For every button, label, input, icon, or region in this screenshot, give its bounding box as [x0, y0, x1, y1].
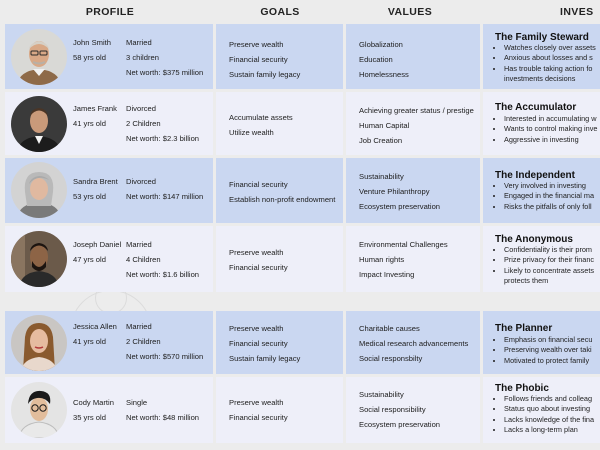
avatar: [11, 231, 67, 287]
profile-cell: [5, 311, 213, 374]
trait-item: • Risks the pitfalls of only foll: [504, 202, 594, 212]
persona-net-worth: Net worth: $147 million: [126, 192, 204, 201]
persona-children: 2 Children: [126, 337, 161, 346]
persona-children: 4 Children: [126, 255, 161, 264]
investor-type-cell: [483, 158, 600, 223]
value-item: Globalization: [359, 40, 403, 49]
trait-item: protects them: [504, 276, 549, 286]
trait-item: • Prize privacy for their financ: [504, 255, 594, 265]
goals-cell: [216, 158, 343, 223]
goal-item: Accumulate assets: [229, 113, 293, 122]
trait-item: • Has trouble taking action fo: [504, 64, 596, 74]
persona-row: [5, 311, 600, 374]
goal-item: Preserve wealth: [229, 248, 284, 257]
goal-item: Utilize wealth: [229, 128, 274, 137]
investor-type-cell: [483, 311, 600, 374]
value-item: Homelessness: [359, 70, 409, 79]
goal-item: Establish non-profit endowment: [229, 195, 336, 204]
value-item: Achieving greater status / prestige: [359, 106, 474, 115]
trait-item: investments decisions: [504, 74, 576, 84]
investor-type-title: The Accumulator: [495, 102, 577, 113]
value-item: Human rights: [359, 255, 405, 264]
persona-name: John Smith: [73, 38, 111, 47]
trait-item: • Wants to control making inve: [504, 124, 597, 134]
value-item: Sustainability: [359, 390, 404, 399]
trait-item: • Watches closely over assets: [504, 43, 596, 53]
trait-item: • Anxious about losses and s: [504, 53, 596, 63]
trait-list: [495, 114, 597, 145]
persona-age: 35 yrs old: [73, 413, 106, 422]
trait-item: • Preserving wealth over taki: [504, 345, 592, 355]
persona-net-worth: Net worth: $48 million: [126, 413, 200, 422]
investor-type-title: The Phobic: [495, 383, 549, 394]
persona-row: [5, 377, 600, 443]
value-item: Social responsibility: [359, 405, 426, 414]
goal-item: Preserve wealth: [229, 398, 284, 407]
persona-age: 41 yrs old: [73, 337, 106, 346]
persona-net-worth: Net worth: $375 million: [126, 68, 204, 77]
persona-children: 2 Children: [126, 119, 161, 128]
values-cell: [346, 24, 480, 89]
persona-name: Sandra Brent: [73, 177, 118, 186]
avatar: [11, 96, 67, 152]
profile-cell: [5, 24, 213, 89]
values-cell: [346, 226, 480, 292]
value-item: Venture Philanthropy: [359, 187, 430, 196]
persona-net-worth: Net worth: $570 million: [126, 352, 204, 361]
goal-item: Preserve wealth: [229, 40, 284, 49]
goal-item: Financial security: [229, 55, 288, 64]
persona-status: Married: [126, 38, 152, 47]
persona-row: [5, 158, 600, 223]
value-item: Job Creation: [359, 136, 403, 145]
persona-age: 58 yrs old: [73, 53, 106, 62]
investor-type-cell: [483, 377, 600, 443]
goals-cell: [216, 24, 343, 89]
goals-cell: [216, 311, 343, 374]
value-item: Social responsbilty: [359, 354, 423, 363]
value-item: Charitable causes: [359, 324, 420, 333]
profile-cell: [5, 158, 213, 223]
persona-net-worth: Net worth: $2.3 billion: [126, 134, 200, 143]
persona-children: 3 children: [126, 53, 159, 62]
header-values: VALUES: [387, 6, 433, 18]
avatar: [11, 315, 67, 371]
trait-list: [495, 335, 592, 366]
persona-age: 53 yrs old: [73, 192, 106, 201]
goals-cell: [216, 226, 343, 292]
values-cell: [346, 311, 480, 374]
investor-type-title: The Independent: [495, 170, 575, 181]
trait-item: • Status quo about investing: [504, 404, 594, 414]
goal-item: Sustain family legacy: [229, 70, 301, 79]
value-item: Human Capital: [359, 121, 410, 130]
profile-cell: [5, 92, 213, 155]
goal-item: Financial security: [229, 263, 288, 272]
investor-type-cell: [483, 24, 600, 89]
persona-name: Cody Martin: [73, 398, 114, 407]
trait-item: • Aggressive in investing: [504, 135, 597, 145]
values-cell: [346, 158, 480, 223]
persona-status: Married: [126, 240, 152, 249]
goal-item: Sustain family legacy: [229, 354, 301, 363]
persona-name: Joseph Daniel: [73, 240, 122, 249]
persona-age: 47 yrs old: [73, 255, 106, 264]
avatar: [11, 382, 67, 438]
persona-name: Jessica Allen: [73, 322, 117, 331]
values-cell: [346, 377, 480, 443]
persona-name: James Frank: [73, 104, 117, 113]
trait-item: • Lacks knowledge of the fina: [504, 415, 594, 425]
avatar: [11, 29, 67, 85]
values-cell: [346, 92, 480, 155]
trait-item: • Confidentiality is their prom: [504, 245, 594, 255]
trait-list: [495, 181, 594, 212]
goal-item: Financial security: [229, 339, 288, 348]
investor-type-title: The Planner: [495, 323, 553, 334]
trait-list: [495, 245, 594, 287]
investor-type-title: The Anonymous: [495, 234, 573, 245]
investor-type-title: The Family Steward: [495, 32, 589, 43]
profile-cell: [5, 377, 213, 443]
goal-item: Financial security: [229, 413, 288, 422]
persona-row: [5, 226, 600, 292]
trait-item: • Very involved in investing: [504, 181, 594, 191]
value-item: Impact Investing: [359, 270, 415, 279]
header-goals: GOALS: [260, 6, 300, 18]
trait-list: [495, 43, 596, 85]
trait-item: • Engaged in the financial ma: [504, 191, 594, 201]
persona-status: Single: [126, 398, 148, 407]
persona-row: [5, 24, 600, 89]
trait-list: [495, 394, 594, 436]
value-item: Sustainability: [359, 172, 404, 181]
persona-status: Divorced: [126, 177, 156, 186]
persona-age: 41 yrs old: [73, 119, 106, 128]
trait-item: • Emphasis on financial secu: [504, 335, 592, 345]
persona-status: Divorced: [126, 104, 156, 113]
value-item: Environmental Challenges: [359, 240, 448, 249]
avatar: [11, 162, 67, 218]
persona-row: [5, 92, 600, 155]
trait-item: • Follows friends and colleag: [504, 394, 594, 404]
value-item: Medical research advancements: [359, 339, 469, 348]
value-item: Education: [359, 55, 393, 64]
trait-item: • Lacks a long-term plan: [504, 425, 594, 435]
trait-item: • Likely to concentrate assets: [504, 266, 594, 276]
goals-cell: [216, 92, 343, 155]
persona-status: Married: [126, 322, 152, 331]
profile-cell: [5, 226, 213, 292]
persona-net-worth: Net worth: $1.6 billion: [126, 270, 200, 279]
investor-type-cell: [483, 226, 600, 292]
trait-item: • Motivated to protect family: [504, 356, 592, 366]
value-item: Ecosystem preservation: [359, 420, 441, 429]
trait-item: • Interested in accumulating w: [504, 114, 597, 124]
goal-item: Preserve wealth: [229, 324, 284, 333]
header-investment: INVES: [560, 6, 594, 18]
investor-type-cell: [483, 92, 600, 155]
header-profile: PROFILE: [85, 6, 135, 18]
goals-cell: [216, 377, 343, 443]
goal-item: Financial security: [229, 180, 288, 189]
value-item: Ecosystem preservation: [359, 202, 441, 211]
